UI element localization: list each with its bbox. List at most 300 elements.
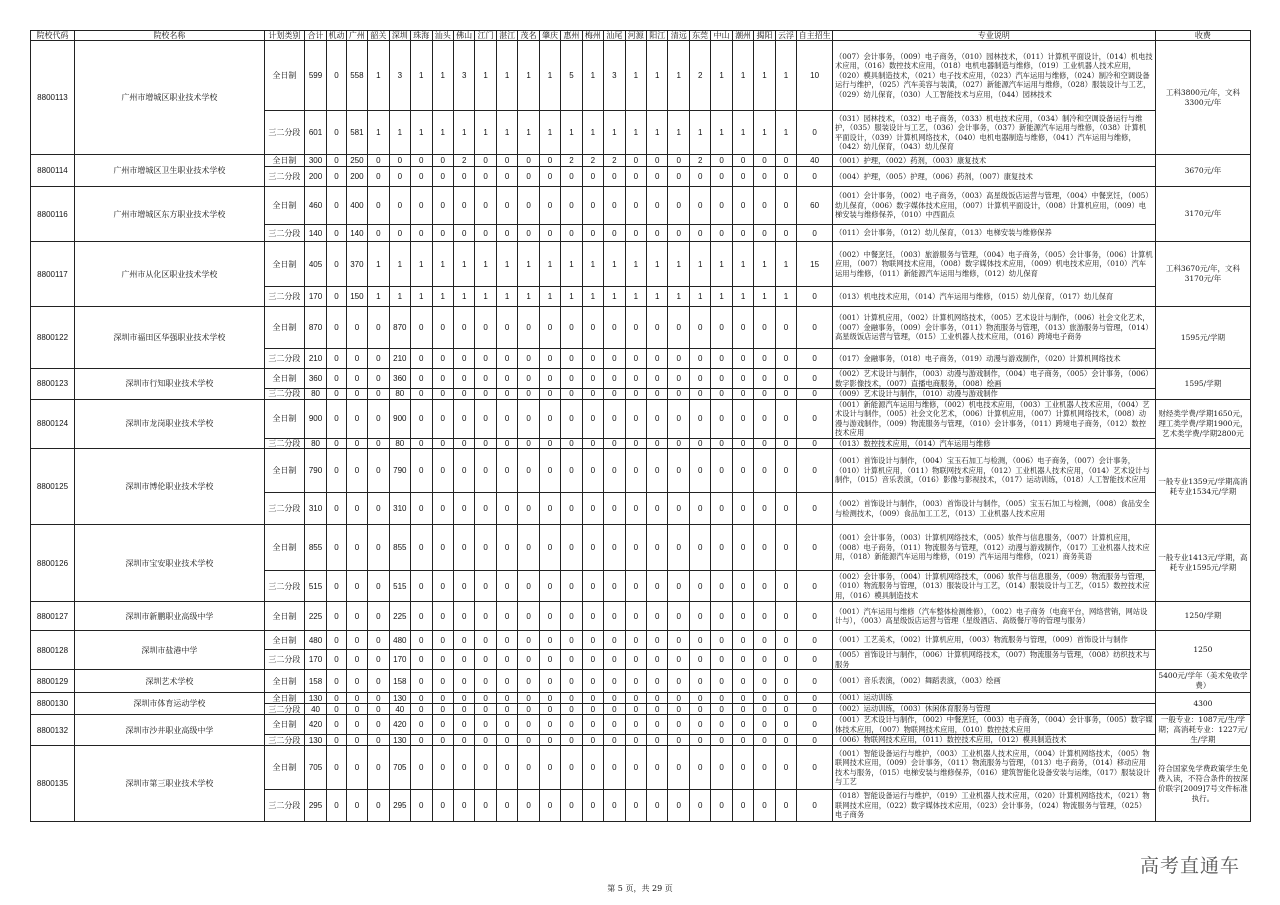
quota-cell: 0 [582,399,603,438]
column-header: 机动 [328,31,345,40]
quota-cell: 0 [689,602,710,631]
quota-cell: 1 [411,287,432,307]
quota-cell: 0 [732,449,753,493]
quota-cell: 0 [754,155,775,167]
quota-cell: 2 [453,155,474,167]
quota-cell: 0 [327,187,346,225]
quota-cell: 0 [346,493,367,525]
quota-cell: 1 [432,287,453,307]
quota-cell: 1 [561,242,582,287]
quota-cell: 0 [582,650,603,670]
quota-cell: 1 [368,111,389,155]
quota-cell: 0 [539,389,560,400]
quota-cell: 0 [754,571,775,602]
school-name: 广州市增城区职业技术学校 [74,41,264,155]
quota-cell: 601 [304,111,326,155]
quota-cell: 0 [453,693,474,704]
quota-cell: 0 [582,715,603,735]
quota-cell: 0 [797,704,833,715]
quota-cell: 0 [732,715,753,735]
tuition-fee: 财经类学费/学期1650元，理工类学费/学期1900元，艺术类学费/学期2800元 [1155,399,1250,449]
major-description: （006）物联网技术应用，（011）数控技术应用，（012）模具制造技术 [832,735,1155,746]
quota-cell: 0 [689,650,710,670]
quota-cell: 0 [453,571,474,602]
plan-type: 全日制 [264,399,304,438]
school-name: 深圳艺术学校 [74,670,264,693]
quota-cell: 0 [518,525,539,571]
quota-cell: 0 [775,631,796,650]
quota-cell: 1 [496,287,517,307]
quota-cell: 0 [582,704,603,715]
quota-cell: 2 [582,155,603,167]
quota-cell: 0 [475,631,496,650]
quota-cell: 0 [432,650,453,670]
quota-cell: 0 [475,670,496,693]
quota-cell: 1 [518,287,539,307]
quota-cell: 0 [561,746,582,790]
quota-cell: 0 [518,670,539,693]
quota-cell: 0 [625,650,646,670]
tuition-fee: 5400元/学年（美术免收学费） [1155,670,1250,693]
quota-cell: 0 [775,449,796,493]
quota-cell: 1 [411,242,432,287]
school-code: 8800123 [31,369,75,400]
plan-type: 三二分段 [264,790,304,822]
quota-cell: 5 [561,41,582,111]
quota-cell: 1 [732,287,753,307]
quota-cell: 0 [411,225,432,242]
quota-cell: 0 [327,670,346,693]
quota-cell: 0 [453,349,474,369]
quota-cell: 0 [711,670,732,693]
quota-cell: 0 [496,571,517,602]
quota-cell: 0 [797,369,833,389]
quota-cell: 0 [327,449,346,493]
school-name: 广州市从化区职业技术学校 [74,242,264,307]
quota-cell: 0 [539,631,560,650]
quota-cell: 0 [689,167,710,187]
quota-cell: 1 [561,287,582,307]
quota-cell: 1 [389,111,410,155]
quota-cell: 0 [647,389,668,400]
quota-cell: 2 [689,41,710,111]
quota-cell: 0 [711,715,732,735]
quota-cell: 0 [453,602,474,631]
quota-cell: 0 [327,715,346,735]
quota-cell: 0 [754,650,775,670]
quota-cell: 0 [368,389,389,400]
quota-cell: 0 [797,449,833,493]
quota-cell: 0 [561,449,582,493]
quota-cell: 3 [453,41,474,111]
quota-cell: 0 [346,349,367,369]
quota-cell: 0 [389,167,410,187]
quota-cell: 0 [625,602,646,631]
quota-cell: 0 [775,155,796,167]
quota-cell: 0 [539,571,560,602]
major-description: （001）首饰设计与制作，（004）宝玉石加工与检测，（006）电子商务，（007）会计事务，（010）计算机应用，（011）物联网技术应用，（012）工业机器人技术应用，（014）艺术设计与制作，（015）音乐表演，（016）影像与影视技术，（017）运动训练，（018）人工智能技术应用 [832,449,1155,493]
school-name: 深圳市体育运动学校 [74,693,264,715]
quota-cell: 0 [411,650,432,670]
school-code: 8800124 [31,399,75,449]
quota-cell: 0 [453,369,474,389]
major-description: （017）金融事务，（018）电子商务，（019）动漫与游戏制作，（020）计算机网络技术 [832,349,1155,369]
quota-cell: 0 [732,438,753,449]
quota-cell: 0 [475,735,496,746]
school-name: 深圳市新鹏职业高级中学 [74,602,264,631]
school-code: 8800135 [31,746,75,822]
quota-cell: 0 [368,790,389,822]
quota-cell: 0 [668,704,689,715]
plan-type: 三二分段 [264,287,304,307]
quota-cell: 0 [732,187,753,225]
quota-cell: 0 [604,389,625,400]
quota-cell: 558 [346,41,367,111]
major-description: （001）新能源汽车运用与维修，（002）机电技术应用，（003）工业机器人技术应用，（004）艺术设计与制作，（005）社会文化艺术，（006）计算机应用，（007）计算机网络技术，（008）动漫与游戏制作，（009）物流服务与管理，（010）会计事务，（011）跨境电子商务，（012）数控技术应用 [832,399,1155,438]
major-description: （013）数控技术应用，（014）汽车运用与维修 [832,438,1155,449]
quota-cell: 0 [582,369,603,389]
quota-cell: 0 [711,704,732,715]
quota-cell: 0 [561,790,582,822]
quota-cell: 0 [775,693,796,704]
quota-cell: 0 [539,790,560,822]
tuition-fee: 1250 [1155,631,1250,670]
quota-cell: 0 [561,650,582,670]
quota-cell: 0 [368,704,389,715]
quota-cell: 0 [475,399,496,438]
column-header: 专业说明 [832,31,1155,41]
quota-cell: 1 [689,111,710,155]
table-row [31,693,1251,704]
quota-cell: 0 [689,369,710,389]
quota-cell: 0 [582,571,603,602]
plan-type: 三二分段 [264,650,304,670]
quota-cell: 0 [561,225,582,242]
quota-cell: 1 [432,41,453,111]
quota-cell: 0 [797,715,833,735]
quota-cell: 0 [475,493,496,525]
quota-cell: 0 [647,631,668,650]
table-row [31,41,1251,111]
quota-cell: 0 [668,225,689,242]
quota-cell: 0 [797,650,833,670]
quota-cell: 0 [647,187,668,225]
quota-cell: 1 [368,41,389,111]
quota-cell: 0 [604,670,625,693]
column-header: 肇庆 [539,31,560,41]
quota-cell: 0 [775,746,796,790]
column-header: 收费 [1155,31,1250,41]
quota-cell: 0 [475,155,496,167]
quota-cell: 0 [496,155,517,167]
quota-cell: 0 [475,602,496,631]
quota-cell: 0 [518,389,539,400]
quota-cell: 0 [561,602,582,631]
quota-cell: 0 [368,349,389,369]
quota-cell: 0 [754,438,775,449]
quota-cell: 0 [582,670,603,693]
major-description: （002）中餐烹饪，（003）旅游服务与管理，（004）电子商务，（005）会计事务，（006）计算机应用，（007）物联网技术应用，（008）数字媒体技术应用，（009）机电技术应用，（010）汽车运用与维修，（011）新能源汽车运用与维修，（012）幼儿保育 [832,242,1155,287]
quota-cell: 0 [539,715,560,735]
column-header: 揭阳 [754,31,775,41]
quota-cell: 80 [389,389,410,400]
quota-cell: 0 [539,746,560,790]
quota-cell: 0 [754,746,775,790]
quota-cell: 0 [668,438,689,449]
quota-cell: 0 [582,631,603,650]
quota-cell: 0 [775,571,796,602]
quota-cell: 0 [327,369,346,389]
quota-cell: 0 [689,735,710,746]
major-description: （001）汽车运用与维修（汽车整体检测维修），（002）电子商务（电商平台，网络营销，网站设计与），（003）高星级饭店运营与管理（星级酒店、高级餐厅等的管理与服务） [832,602,1155,631]
quota-cell: 0 [711,650,732,670]
school-name: 深圳市沙井职业高级中学 [74,715,264,746]
quota-cell: 0 [754,790,775,822]
quota-cell: 0 [496,493,517,525]
quota-cell: 1 [453,287,474,307]
quota-cell: 0 [475,449,496,493]
quota-cell: 0 [518,225,539,242]
major-description: （013）机电技术应用，（014）汽车运用与维修，（015）幼儿保育，（017）幼儿保育 [832,287,1155,307]
column-header: 自主招生 [798,31,831,40]
quota-cell: 0 [432,790,453,822]
column-header: 广州 [346,31,367,41]
quota-cell: 0 [775,389,796,400]
quota-cell: 0 [518,735,539,746]
quota-cell: 0 [327,525,346,571]
quota-cell: 0 [797,746,833,790]
school-code: 8800116 [31,187,75,242]
quota-cell: 0 [582,746,603,790]
quota-cell: 310 [389,493,410,525]
quota-cell: 0 [518,631,539,650]
quota-cell: 0 [368,307,389,349]
quota-cell: 1 [411,111,432,155]
quota-cell: 0 [625,670,646,693]
quota-cell: 130 [304,735,326,746]
quota-cell: 0 [561,349,582,369]
quota-cell: 0 [411,307,432,349]
column-header: 深圳 [389,31,410,41]
quota-cell: 0 [625,349,646,369]
quota-cell: 0 [327,790,346,822]
plan-type: 全日制 [264,369,304,389]
quota-cell: 10 [797,41,833,111]
quota-cell: 0 [775,307,796,349]
quota-cell: 0 [327,167,346,187]
quota-cell: 0 [625,715,646,735]
quota-cell: 0 [797,349,833,369]
quota-cell: 0 [625,167,646,187]
quota-cell: 0 [346,571,367,602]
quota-cell: 0 [496,187,517,225]
table-row [31,449,1251,493]
quota-cell: 0 [754,349,775,369]
quota-cell: 1 [582,41,603,111]
quota-cell: 0 [732,746,753,790]
quota-cell: 705 [304,746,326,790]
quota-cell: 1 [475,287,496,307]
quota-cell: 1 [518,242,539,287]
quota-cell: 0 [496,602,517,631]
quota-cell: 0 [453,525,474,571]
quota-cell: 0 [496,631,517,650]
quota-cell: 0 [327,389,346,400]
column-header: 阳江 [647,31,668,41]
table-row [31,187,1251,225]
quota-cell: 0 [496,715,517,735]
quota-cell: 0 [668,650,689,670]
quota-cell: 405 [304,242,326,287]
quota-cell: 0 [432,493,453,525]
quota-cell: 0 [647,735,668,746]
column-header: 惠州 [561,31,582,41]
plan-type: 全日制 [264,525,304,571]
quota-cell: 0 [647,225,668,242]
school-code: 8800117 [31,242,75,307]
quota-cell: 0 [411,493,432,525]
quota-cell: 0 [411,571,432,602]
plan-type: 全日制 [264,693,304,704]
quota-cell: 0 [518,650,539,670]
major-description: （001）工艺美术，（002）计算机应用，（003）物流服务与管理，（009）首饰设计与制作 [832,631,1155,650]
quota-cell: 855 [389,525,410,571]
quota-cell: 80 [304,389,326,400]
quota-cell: 0 [539,493,560,525]
quota-cell: 1 [389,242,410,287]
quota-cell: 855 [304,525,326,571]
tuition-fee: 1595元/学期 [1155,307,1250,369]
quota-cell: 150 [346,287,367,307]
school-name: 深圳市龙岗职业技术学校 [74,399,264,449]
quota-cell: 0 [411,746,432,790]
quota-cell: 60 [797,187,833,225]
quota-cell: 0 [689,493,710,525]
quota-cell: 1 [668,111,689,155]
tuition-fee: 4300 [1155,693,1250,715]
quota-cell: 0 [346,438,367,449]
quota-cell: 0 [625,704,646,715]
quota-cell: 0 [411,187,432,225]
quota-cell: 0 [346,399,367,438]
quota-cell: 0 [539,438,560,449]
school-code: 8800125 [31,449,75,525]
quota-cell: 0 [668,602,689,631]
quota-cell: 0 [346,389,367,400]
quota-cell: 0 [346,715,367,735]
quota-cell: 0 [539,167,560,187]
quota-cell: 0 [475,704,496,715]
major-description: （001）运动训练 [832,693,1155,704]
quota-cell: 0 [604,187,625,225]
quota-cell: 0 [711,631,732,650]
quota-cell: 0 [327,631,346,650]
quota-cell: 0 [582,187,603,225]
quota-cell: 0 [732,307,753,349]
quota-cell: 0 [668,187,689,225]
quota-cell: 2 [561,155,582,167]
quota-cell: 250 [346,155,367,167]
quota-cell: 0 [625,369,646,389]
quota-cell: 0 [797,525,833,571]
quota-cell: 0 [327,287,346,307]
quota-cell: 0 [432,525,453,571]
quota-cell: 0 [775,399,796,438]
quota-cell: 0 [496,167,517,187]
quota-cell: 0 [604,735,625,746]
quota-cell: 0 [496,790,517,822]
quota-cell: 0 [496,525,517,571]
quota-cell: 0 [797,571,833,602]
quota-cell: 0 [604,225,625,242]
quota-cell: 0 [625,155,646,167]
quota-cell: 0 [496,307,517,349]
quota-cell: 0 [625,746,646,790]
quota-cell: 0 [411,525,432,571]
quota-cell: 0 [496,389,517,400]
quota-cell: 0 [711,602,732,631]
quota-cell: 0 [518,493,539,525]
quota-cell: 0 [327,693,346,704]
quota-cell: 0 [732,369,753,389]
quota-cell: 0 [496,449,517,493]
quota-cell: 0 [689,715,710,735]
quota-cell: 0 [518,715,539,735]
quota-cell: 1 [475,111,496,155]
table-row [31,602,1251,631]
quota-cell: 900 [389,399,410,438]
school-name: 深圳市宝安职业技术学校 [74,525,264,602]
quota-cell: 1 [389,287,410,307]
quota-cell: 870 [304,307,326,349]
quota-cell: 1 [475,242,496,287]
quota-cell: 0 [475,525,496,571]
quota-cell: 0 [711,438,732,449]
quota-cell: 0 [368,369,389,389]
quota-cell: 0 [604,790,625,822]
quota-cell: 0 [539,735,560,746]
quota-cell: 0 [647,525,668,571]
quota-cell: 1 [625,287,646,307]
quota-cell: 0 [475,715,496,735]
school-code: 8800122 [31,307,75,369]
quota-cell: 0 [327,493,346,525]
quota-cell: 0 [668,167,689,187]
major-description: （004）护理，（005）护理，（006）药剂，（007）康复技术 [832,167,1155,187]
plan-type: 三二分段 [264,704,304,715]
plan-type: 全日制 [264,449,304,493]
tuition-fee: 符合国家免学费政策学生免费入读，不符合条件的按深价联字[2009]7号文件标准执行。 [1155,746,1250,822]
quota-cell: 0 [668,693,689,704]
quota-cell: 0 [689,746,710,790]
quota-cell: 0 [539,602,560,631]
quota-cell: 0 [754,493,775,525]
quota-cell: 705 [389,746,410,790]
quota-cell: 0 [453,389,474,400]
quota-cell: 0 [582,349,603,369]
quota-cell: 0 [732,525,753,571]
quota-cell: 2 [689,155,710,167]
quota-cell: 0 [327,349,346,369]
major-description: （011）会计事务，（012）幼儿保育，（013）电梯安装与维修保养 [832,225,1155,242]
quota-cell: 0 [453,449,474,493]
major-description: （001）智能设备运行与维护，（003）工业机器人技术应用，（004）计算机网络技术，（005）物联网技术应用，（009）会计事务，（011）物流服务与管理，（013）电子商务，（014）移动应用技术与服务，（015）电梯安装与维修保养，（016）建筑智能化设备安装与运维，（017）服装设计与工艺 [832,746,1155,790]
tuition-fee: 3170元/年 [1155,187,1250,242]
school-code: 8800113 [31,41,75,155]
quota-cell: 0 [496,735,517,746]
quota-cell: 0 [647,167,668,187]
quota-cell: 0 [732,225,753,242]
